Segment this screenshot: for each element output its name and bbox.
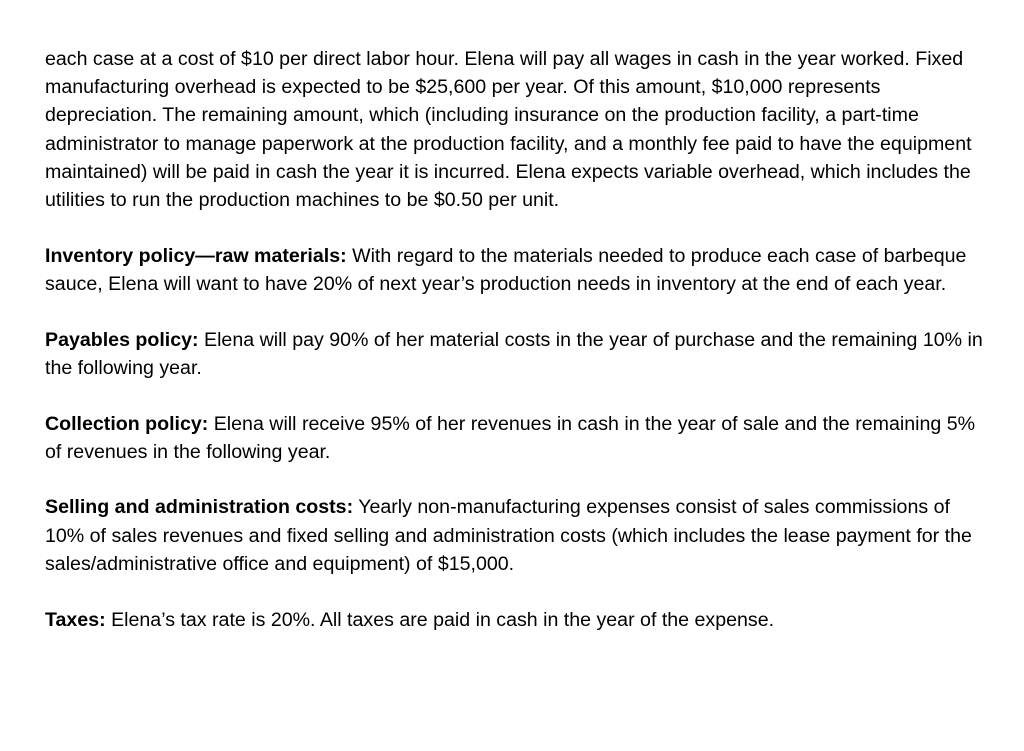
selling-admin-costs-paragraph xyxy=(45,493,985,578)
selling-admin-costs-text: Yearly non-manufacturing expenses consist of sales commissions of 10% of sales revenues and fixed selling and administration costs (which includes the lease payment for the sales/administrative office and equipment) of $15,000. xyxy=(45,496,972,575)
collection-policy-text: Elena will receive 95% of her revenues in cash in the year of sale and the remaining 5% of revenues in the following year. xyxy=(45,412,976,463)
inventory-policy-paragraph xyxy=(45,242,985,298)
overhead-paragraph-text: each case at a cost of $10 per direct labor hour. Elena will pay all wages in cash in the year worked. Fixed manufacturing overhead is expected to be $25,600 per year. Of this amount, $10,000 represents depreciation. The remaining amount, which (including insurance on the production facility, a part-time administrator to manage paperwork at the production facility, and a monthly fee paid to have the equipment maintained) will be paid in cash the year it is incurred. Elena expects variable overhead, which includes the utilities to run the production machines to be $0.50 per unit. xyxy=(45,48,972,212)
payables-policy-text: Elena will pay 90% of her material costs in the year of purchase and the remaining 10% in the following year. xyxy=(45,328,983,379)
collection-policy-paragraph xyxy=(45,410,985,466)
inventory-policy-heading: Inventory policy—raw materials: xyxy=(45,244,347,267)
overhead-paragraph xyxy=(45,45,985,214)
payables-policy-paragraph xyxy=(45,326,985,382)
collection-policy-heading: Collection policy: xyxy=(45,412,209,435)
document-page xyxy=(45,45,985,661)
selling-admin-costs-heading: Selling and administration costs: xyxy=(45,496,354,519)
taxes-paragraph xyxy=(45,606,985,634)
taxes-heading: Taxes: xyxy=(45,608,106,631)
inventory-policy-text: With regard to the materials needed to produce each case of barbeque sauce, Elena will want to have 20% of next year’s production needs in inventory at the end of each year. xyxy=(45,244,967,295)
payables-policy-heading: Payables policy: xyxy=(45,328,199,351)
taxes-text: Elena’s tax rate is 20%. All taxes are paid in cash in the year of the expense. xyxy=(105,608,775,631)
